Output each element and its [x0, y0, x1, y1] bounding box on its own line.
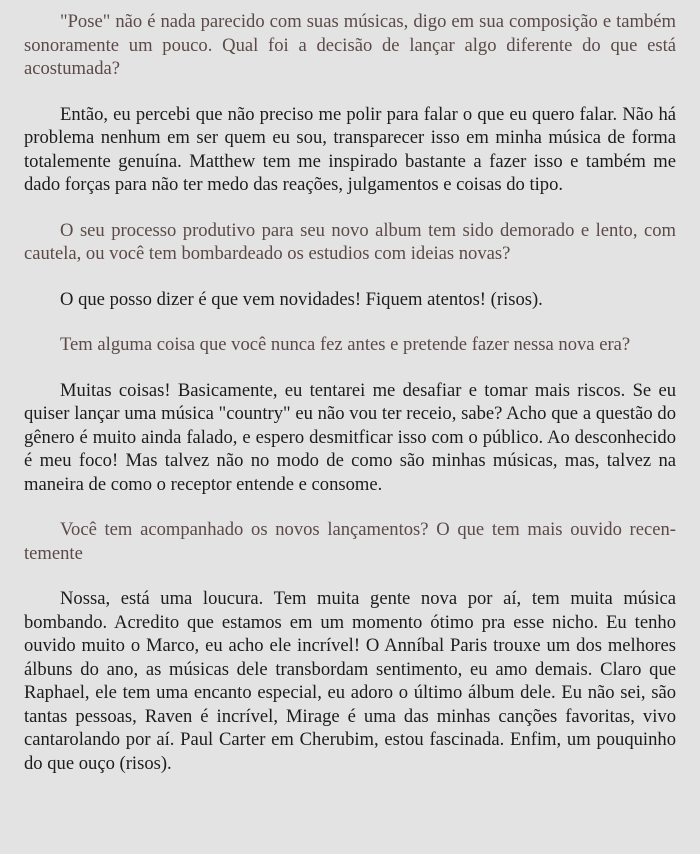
interview-answer: Então, eu percebi que não preciso me polir para falar o que eu quero falar. Não há problema nenhum em ser quem eu sou, transparecer isso em minha música de forma totalemente genuína. Matthew tem me inspirado bastante a fazer isso e também me dado forças para não ter medo das reações, julgamentos e coisas do tipo.	[24, 103, 676, 195]
interview-question: Tem alguma coisa que você nunca fez antes e pretende fazer nessa nova era?	[60, 334, 631, 355]
interview-answer: O que posso dizer é que vem novidades! Fiquem atentos! (risos).	[60, 288, 543, 310]
interview-question: "Pose" não é nada parecido com suas músicas, digo em sua composição e também sonoramente um pouco. Qual foi a decisão de lançar algo diferente do que está acostumada?	[24, 11, 676, 79]
interview-question: O seu processo produtivo para seu novo album tem sido demorado e lento, com cautela, ou você tem bombardeado os estudios com ideias novas?	[24, 219, 676, 264]
interview-answer: Nossa, está uma loucura. Tem muita gente nova por aí, tem muita música bombando. Acredito que estamos em um momento ótimo pra esse nicho. Eu tenho ouvido muito o Marco, eu acho ele incrível! O Anníbal Paris trouxe um dos melhores álbuns do ano, as músicas dele transbordam sentimento, eu amo demais. Claro que Raphael, ele tem uma encanto especial, eu adoro o último álbum dele. Eu não sei, são tantas pessoas, Raven é incrível, Mirage é uma das minhas canções favoritas, vivo cantarolando por aí. Paul Carter em Cherubim, estou fascinada. Enfim, um pouquinho do que ouço (risos).	[24, 588, 676, 774]
interview-question: Você tem acompanhado os novos lançamentos? O que tem mais ouvido recentemente	[24, 519, 676, 564]
interview-answer: Muitas coisas! Basicamente, eu tentarei me desafiar e tomar mais riscos. Se eu quiser lançar uma música "country" eu não vou ter receio, sabe? Acho que a questão do gênero é muito ainda falado, e espero desmitficar isso com o público. Ao desconhecido é meu foco! Mas talvez não no modo de como são minhas músicas, mas, talvez na maneira de como o receptor entende e consome.	[24, 379, 676, 495]
